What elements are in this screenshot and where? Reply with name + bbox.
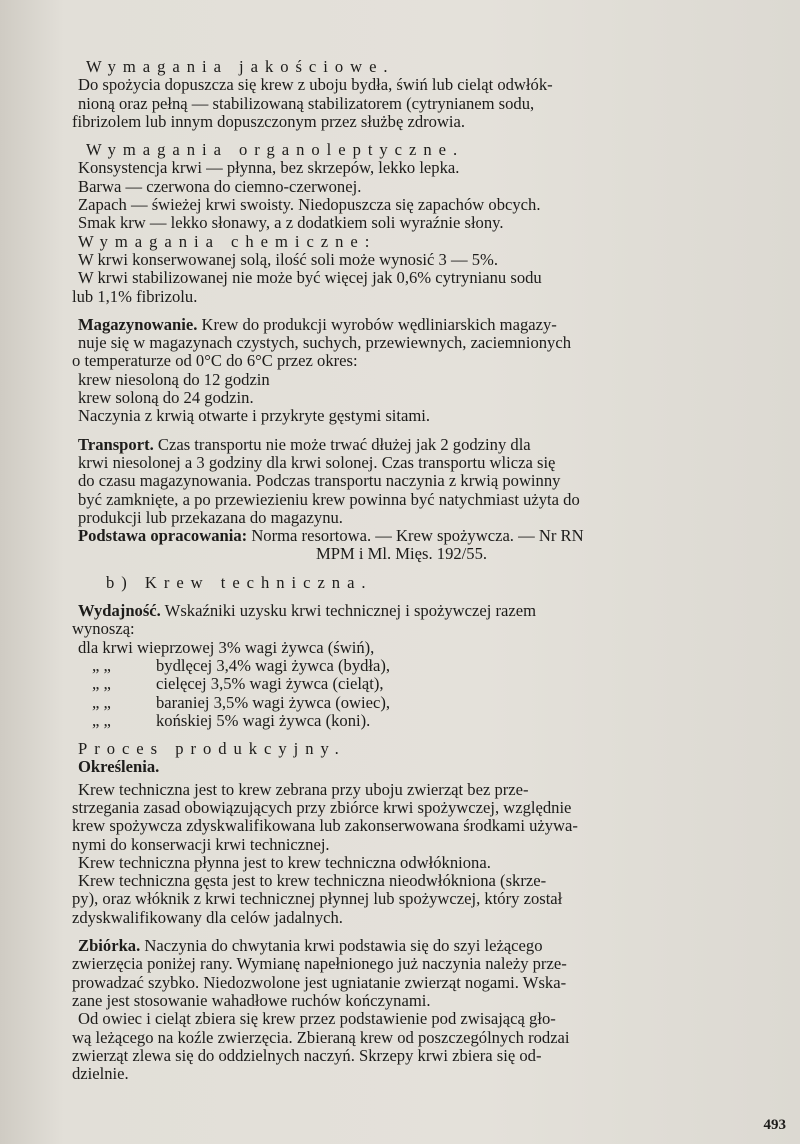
yield-row: „ „ bydlęcej 3,4% wagi żywca (bydła), [92, 655, 391, 675]
text-line: Krew techniczna jest to krew zebrana przy uboju zwierząt bez prze- [78, 779, 529, 799]
text-line: Smak krw — lekko słonawy, a z dodatkiem soli wyraźnie słony. [78, 213, 504, 233]
yield-row: „ „ baraniej 3,5% wagi żywca (owiec), [92, 692, 391, 712]
yield-row: „ „ cielęcej 3,5% wagi żywca (cieląt), [92, 674, 384, 694]
lead-wydajnosc: Wydajność. [78, 601, 161, 621]
text-line: zdyskwalifikowany dla celów jadalnych. [72, 907, 343, 927]
text-line: Krew techniczna płynna jest to krew techniczna odwłókniona. [78, 852, 491, 872]
text-line: produkcji lub przekazana do magazynu. [78, 507, 343, 527]
text-line: Konsystencja krwi — płynna, bez skrzepów, lekko lepka. [78, 158, 460, 178]
text-line: Barwa — czerwona do ciemno-czerwonej. [78, 176, 362, 196]
text-line: fibrizolem lub innym dopuszczonym przez służbę zdrowia. [72, 111, 466, 131]
paragraph-zbiorka: Zbiórka. Naczynia do chwytania krwi podstawia się do szyi leżącego [78, 936, 543, 956]
text-line: strzegania zasad obowiązujących przy zbiórce krwi spożywczej, względnie [72, 797, 572, 817]
text-line: krew soloną do 24 godzin. [78, 388, 254, 408]
text-line: wynoszą: [72, 619, 135, 639]
text-line: krwi niesolonej a 3 godziny dla krwi solonej. Czas transportu wlicza się [78, 452, 556, 472]
text-line: wą leżącego na koźle zwierzęcia. Zbieraną krew od poszczególnych rodzai [72, 1027, 570, 1047]
heading-organoleptyczne: Wymagania organoleptyczne. [86, 140, 465, 160]
lead-zbiorka: Zbiórka. [78, 936, 141, 956]
heading-chemiczne: Wymagania chemiczne: [78, 231, 377, 251]
text-line: nuje się w magazynach czystych, suchych, przewiewnych, zaciemnionych [78, 333, 572, 353]
text-line: do czasu magazynowania. Podczas transportu naczynia z krwią powinny [78, 471, 561, 491]
text-line: być zamknięte, a po przewiezieniu krew powinna być natychmiast użyta do [78, 489, 580, 509]
text-line: Od owiec i cieląt zbiera się krew przez podstawienie pod zwisającą gło- [78, 1009, 556, 1029]
text-line: prowadzać szybko. Niedozwolone jest ugniatanie zwierząt nogami. Wska- [72, 972, 567, 992]
paragraph-wydajnosc: Wydajność. Wskaźniki uzysku krwi technicznej i spożywczej razem [78, 601, 537, 621]
yield-row: dla krwi wieprzowej 3% wagi żywca (świń), [78, 637, 375, 657]
text-line: W krwi konserwowanej solą, ilość soli może wynosić 3 — 5%. [78, 249, 498, 269]
text-line: nioną oraz pełną — stabilizowaną stabilizatorem (cytrynianem sodu, [78, 93, 535, 113]
text-line: py), oraz włóknik z krwi technicznej płynnej lub spożywczej, który został [72, 889, 563, 909]
text-line: zwierzęcia poniżej rany. Wymianę napełnionego już naczynia należy prze- [72, 954, 567, 974]
text-line: Naczynia z krwią otwarte i przykryte gęstymi sitami. [78, 406, 431, 426]
text-line: Zapach — świeżej krwi swoisty. Niedopuszcza się zapachów obcych. [78, 195, 541, 215]
text-line: zane jest stosowanie wahadłowe ruchów kończynami. [72, 990, 431, 1010]
text-line: MPM i Ml. Mięs. 192/55. [316, 544, 488, 564]
paragraph-podstawa: Podstawa opracowania: Norma resortowa. — Krew spożywcza. — Nr RN [78, 526, 584, 546]
text-line: zwierząt zlewa się do oddzielnych naczyń. Skrzepy krwi zbiera się od- [72, 1045, 542, 1065]
text-line: W krwi stabilizowanej nie może być więcej jak 0,6% cytrynianu sodu [78, 268, 542, 288]
text-line: Do spożycia dopuszcza się krew z uboju bydła, świń lub cieląt odwłók- [78, 75, 553, 95]
subheading-okreslenia: Określenia. [78, 757, 160, 777]
text-line: lub 1,1% fibrizolu. [72, 286, 198, 306]
page-number: 493 [763, 1117, 786, 1133]
yield-row: „ „ końskiej 5% wagi żywca (koni). [92, 710, 371, 730]
paragraph-transport: Transport. Czas transportu nie może trwać dłużej jak 2 godziny dla [78, 434, 531, 454]
text-line: nymi do konserwacji krwi technicznej. [72, 834, 330, 854]
text-line: krew niesoloną do 12 godzin [78, 369, 270, 389]
heading-krew-techniczna: b) Krew techniczna. [106, 572, 373, 592]
text-line: dzielnie. [72, 1064, 129, 1084]
text-line: o temperaturze od 0°C do 6°C przez okres: [72, 351, 358, 371]
lead-podstawa: Podstawa opracowania: [78, 526, 248, 546]
paragraph-magazynowanie: Magazynowanie. Krew do produkcji wyrobów wędliniarskich magazy- [78, 314, 557, 334]
text-line: krew spożywcza zdyskwalifikowana lub zakonserwowana środkami używa- [72, 816, 578, 836]
heading-proces: Proces produkcyjny. [78, 739, 346, 759]
heading-jakosciowe: Wymagania jakościowe. [86, 57, 395, 76]
lead-transport: Transport. [78, 434, 154, 454]
text-line: Krew techniczna gęsta jest to krew techniczna nieodwłókniona (skrze- [78, 871, 547, 891]
lead-magazynowanie: Magazynowanie. [78, 314, 198, 334]
